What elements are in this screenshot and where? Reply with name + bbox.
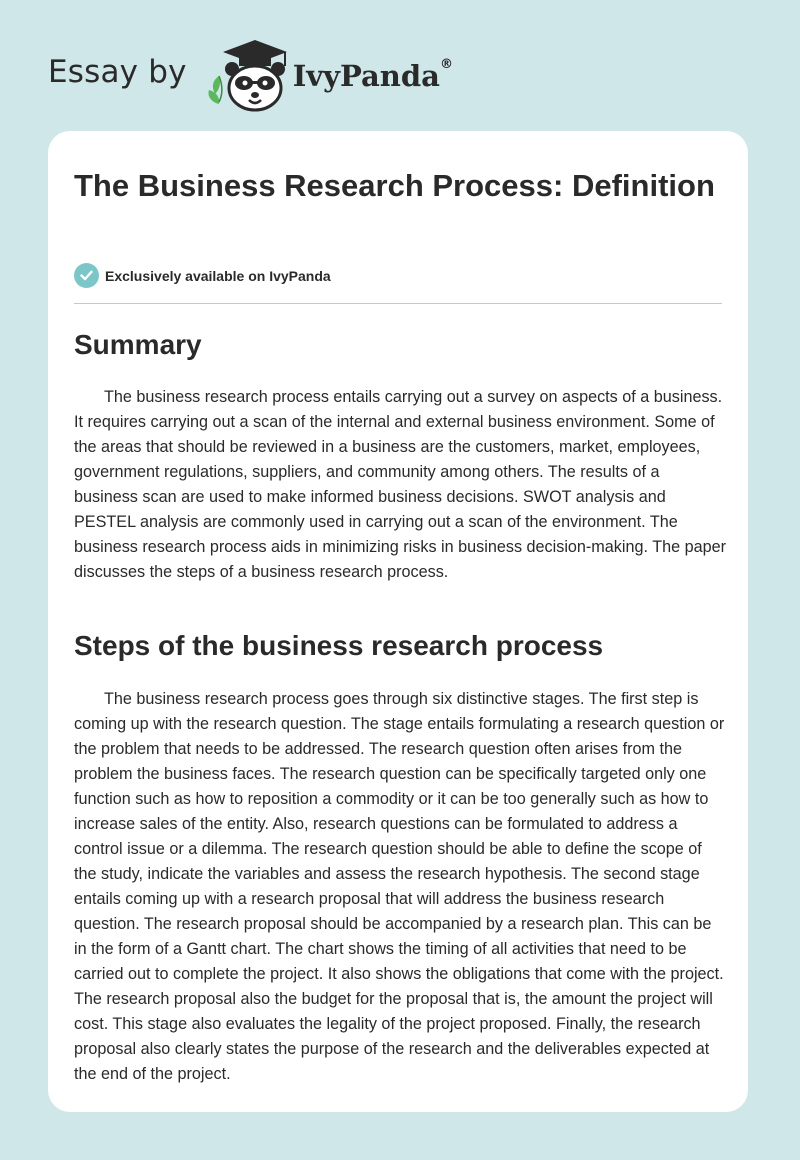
exclusive-text: Exclusively available on IvyPanda [105, 267, 331, 284]
summary-paragraph: The business research process entails carrying out a survey on aspects of a business. It requires carrying out a scan of the internal and external business environment. Some of the areas that should be reviewed in a business are the customers, market, employees, government regulations, suppliers, and community among others. The results of a business scan are used to make informed business decisions. SWOT analysis and PESTEL analysis are commonly used in carrying out a scan of the environment. The business research process aids in minimizing risks in business decision-making. The paper discusses the steps of a business research process. [74, 388, 726, 581]
check-circle-icon [74, 263, 99, 288]
panda-logo-icon[interactable] [201, 36, 291, 112]
exclusive-badge [74, 263, 331, 288]
brand-name[interactable] [293, 59, 453, 93]
brand-text: IvyPanda [292, 59, 440, 93]
steps-heading: Steps of the business research process [74, 630, 604, 661]
steps-paragraph: The business research process goes through six distinctive stages. The first step is coming up with the research question. The stage entails formulating a research question or the problem that needs to be addressed. The research question often arises from the problem the business faces. The research question can be specifically targeted only one function such as how to reposition a commodity or it can be too generally such as how to increase sales of the entity. Also, research questions can be formulated to address a control issue or a dilemma. The research question should be able to define the scope of the study, indicate the variables and assess the research hypothesis. The second stage entails coming up with a research proposal that will address the business research question. The research proposal should be accompanied by a research plan. This can be in the form of a Gantt chart. The chart shows the timing of all activities that need to be carried out to complete the project. It also shows the obligations that come with the project. The research proposal also the budget for the proposal that is, the amount the project will cost. This stage also evaluates the legality of the project proposed. Finally, the research proposal also clearly states the purpose of the research and the deliverables expected at the end of the project. [74, 690, 725, 1083]
article-title: The Business Research Process: Definition [74, 168, 715, 203]
site-header [48, 34, 453, 114]
essay-by-label: Essay by [48, 54, 187, 90]
title-divider [74, 303, 722, 304]
registered-mark: ® [439, 57, 453, 72]
summary-heading: Summary [74, 329, 202, 360]
article-card [48, 131, 748, 1112]
ivy-leaf-icon [208, 76, 222, 104]
